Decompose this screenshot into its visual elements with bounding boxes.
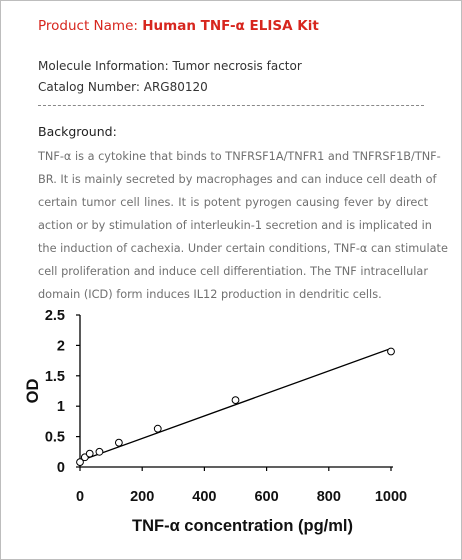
background-line: BR. It is mainly secreted by macrophages and can induce cell death of <box>38 173 437 186</box>
x-tick-label: 400 <box>192 489 217 505</box>
x-tick-label: 600 <box>254 489 279 505</box>
x-tick-label: 200 <box>130 489 155 505</box>
data-point <box>154 425 161 432</box>
data-point <box>388 348 395 355</box>
y-tick-label: 2 <box>56 338 65 355</box>
x-tick-label: 800 <box>316 489 341 505</box>
y-tick-label: 1.5 <box>44 368 65 385</box>
y-tick-label: 2.5 <box>44 308 65 324</box>
x-tick-label: 0 <box>75 489 85 505</box>
x-tick-label: 1000 <box>374 489 408 505</box>
catalog-number: Catalog Number: ARG80120 <box>38 80 208 94</box>
data-point <box>96 448 103 455</box>
y-tick-label: 0.5 <box>44 429 65 446</box>
background-line: action or by stimulation of interleukin-1 secretion and is implicated in <box>38 219 432 232</box>
y-axis-title: OD <box>24 378 42 404</box>
background-line: TNF-α is a cytokine that binds to TNFRSF1A/TNFR1 and TNFRSF1B/TNF- <box>38 150 441 163</box>
data-point <box>232 397 239 404</box>
background-line: cell proliferation and induce cell differentiation. The TNF intracellular <box>38 265 428 278</box>
x-axis-title: TNF-α concentration (pg/ml) <box>132 517 353 535</box>
y-tick-label: 1 <box>56 399 65 416</box>
background-line: the induction of cachexia. Under certain conditions, TNF-α can stimulate <box>38 242 448 255</box>
y-tick-label: 0 <box>56 460 65 476</box>
data-point <box>86 450 93 457</box>
data-point <box>115 439 122 446</box>
background-heading: Background: <box>38 124 117 139</box>
product-name: Human TNF-α ELISA Kit <box>142 18 319 34</box>
background-line: domain (ICD) form induces IL12 production in dendritic cells. <box>38 288 382 301</box>
background-line: certain tumor cell lines. It is potent pyrogen causing fever by direct <box>38 196 428 209</box>
trendline <box>80 348 391 460</box>
molecule-information: Molecule Information: Tumor necrosis factor <box>38 59 302 73</box>
product-name-label: Product Name: <box>38 18 138 34</box>
